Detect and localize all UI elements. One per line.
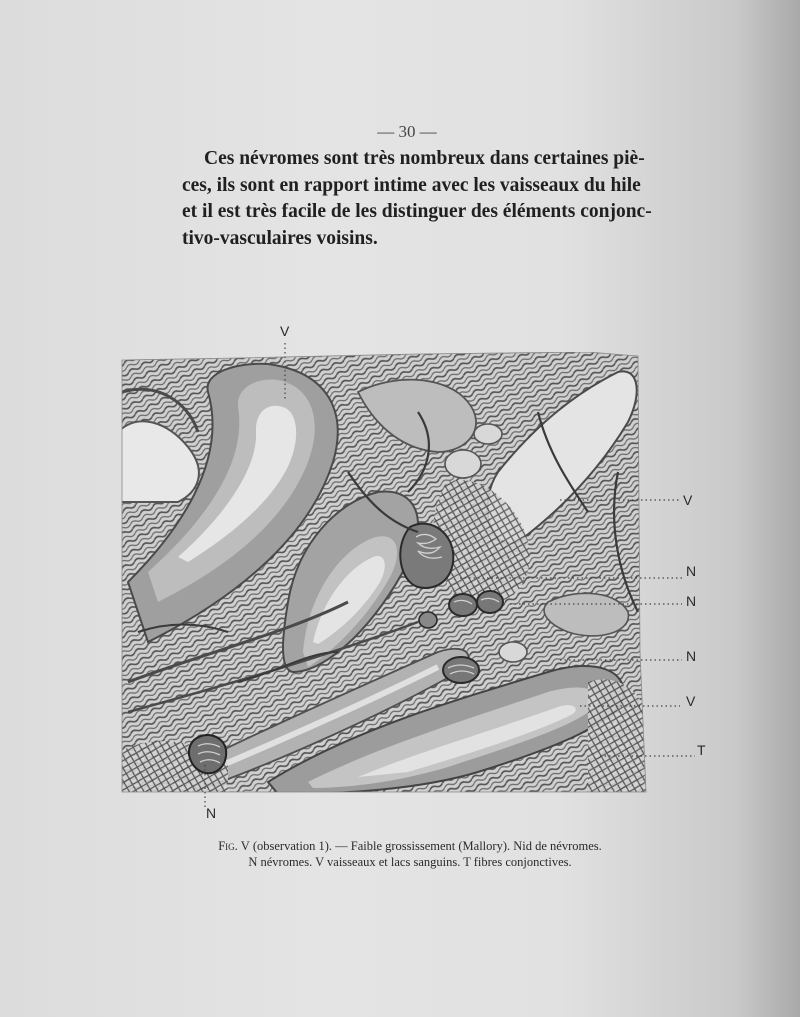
paragraph-line: et il est très facile de les distinguer des éléments conjonc- (182, 201, 652, 222)
paragraph-line: ces, ils sont en rapport intime avec les vaisseaux du hile (182, 174, 641, 196)
label-n-right-1: N (686, 563, 697, 579)
label-v-right-2: V (686, 693, 696, 709)
figure-number: Fig. V (218, 839, 250, 853)
paragraph-line: Ces névromes sont très nombreux dans certaines piè- (204, 148, 645, 169)
paragraph-line: tivo-vasculaires voisins. (182, 227, 378, 249)
label-v-right-1: V (683, 492, 693, 508)
label-v-top: V (280, 323, 290, 339)
caption-line-1 (160, 838, 660, 854)
caption-line-2: N névromes. V vaisseaux et lacs sanguins. T fibres conjonctives. (248, 855, 572, 869)
figure-caption (160, 838, 660, 870)
label-n-right-2: N (686, 593, 697, 609)
label-n-right-3: N (686, 648, 697, 664)
page-number: — 30 — (377, 122, 437, 141)
label-t-right: T (697, 742, 706, 758)
label-n-bottom: N (206, 805, 217, 821)
caption-line-1-text: (observation 1). — Faible grossissement (Mallory). Nid de névromes. (249, 839, 602, 853)
